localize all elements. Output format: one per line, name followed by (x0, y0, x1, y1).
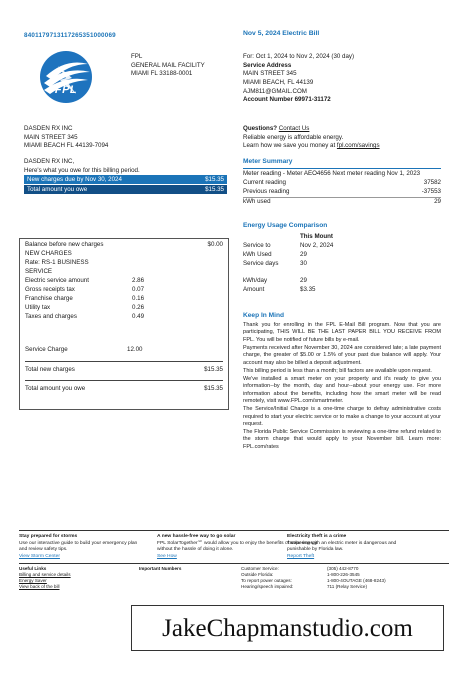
remit-address (131, 53, 205, 79)
meter-current-label: Current reading (243, 178, 286, 186)
total-new-value: $15.35 (204, 365, 223, 373)
usage-row-value: Nov 2, 2024 (300, 241, 334, 249)
keep-in-mind-title: Keep In Mind (243, 312, 285, 319)
theft-title: Electricity theft is a crime (287, 534, 347, 539)
keep-in-mind-paragraph: The Florida Public Service Commission is reviewing a one-time refund related to the storm charge that would apply to your November bill. Learn more: FPL.com/rates (243, 429, 441, 450)
usage-row-value: 30 (300, 259, 307, 267)
charge-item-row (25, 313, 223, 322)
meter-previous-label: Previous reading (243, 187, 290, 195)
balance-value: $0.00 (207, 241, 223, 248)
number-label: Hearing/speech impaired: (241, 584, 294, 590)
charge-item-row (25, 295, 223, 304)
total-owe-row (25, 385, 223, 394)
customer-street: MAIN STREET 345 (24, 133, 78, 141)
charge-item-row (25, 304, 223, 313)
usage-row (243, 286, 441, 295)
divider (25, 380, 223, 381)
charge-item-row (25, 286, 223, 295)
meter-kwh-label: kWh used (243, 197, 271, 205)
total-label: Total amount you owe (27, 186, 88, 194)
useful-link[interactable]: Billing and service details (19, 572, 71, 578)
questions-line1: Reliable energy is affordable energy. (243, 133, 344, 141)
customer-name: DASDEN RX INC (24, 125, 73, 132)
questions-line2-text: Learn how we save you money at (243, 142, 336, 150)
keep-in-mind-paragraph: The Service/Initial Charge is a one-time charge to defray administrative costs required to start your electric service or to make a change to your account at your request. (243, 406, 441, 428)
numbers-labels (241, 566, 327, 590)
see-how-link[interactable]: See How (157, 553, 177, 559)
meter-current-row (243, 179, 441, 188)
usage-row-label: Amount (243, 285, 265, 293)
summary-name: DASDEN RX INC, (24, 158, 75, 165)
total-bar (24, 185, 227, 194)
usage-row-label: kWh Used (243, 250, 272, 258)
account-barcode-number: 8401179713117265351000069 (24, 32, 116, 39)
service-address-label: Service Address (243, 61, 292, 69)
useful-links (19, 566, 139, 590)
meter-previous-value: -37553 (421, 187, 441, 195)
service-info (243, 53, 354, 105)
total-new-row (25, 366, 223, 375)
service-city: MIAMI BEACH, FL 44139 (243, 79, 314, 87)
usage-rows (243, 242, 441, 295)
charge-item-value: 0.26 (132, 303, 145, 311)
charges-box (19, 238, 229, 410)
charge-items (25, 277, 223, 322)
keep-in-mind-paragraph: Payments received after November 30, 2024 are considered late; a late payment charge, the greater of $5.00 or 1.5% of your past due balance will apply. Your account may also be billed a deposit adjustment. (243, 344, 441, 366)
storms-text: Use our interactive guide to build your emergency plan and review safety tips. (19, 540, 138, 553)
footer (19, 530, 449, 590)
storm-center-link[interactable]: View Storm Center (19, 553, 60, 559)
remit-line3: MIAMI FL 33188-0001 (131, 70, 193, 78)
total-new-label: Total new charges (25, 365, 75, 373)
usage-row-label: Service days (243, 259, 279, 267)
meter-previous-row (243, 188, 441, 197)
charge-item-value: 0.16 (132, 294, 145, 302)
service-charge-label: Service Charge (25, 345, 68, 353)
meter-summary-title: Meter Summary (243, 158, 293, 165)
usage-row-value: 29 (300, 276, 307, 284)
remit-line1: FPL (131, 53, 143, 60)
usage-row-value: $3.35 (300, 285, 316, 293)
important-numbers-title: Important Numbers (139, 566, 182, 572)
useful-links-title: Useful Links (19, 566, 47, 572)
meter-line: Meter reading - Meter AEO4656 Next meter reading Nov 1, 2023 (243, 168, 441, 179)
due-value: $15.35 (205, 176, 224, 184)
usage-row (243, 277, 441, 286)
balance-row (25, 241, 223, 250)
keep-in-mind-paragraph: Thank you for enrolling in the FPL E-Mail Bill program. Now that you are participating, THIS WILL BE THE LAST PAPER BILL YOU RECEIVE FROM FPL. You will be notified of future bills by e-mail. (243, 321, 441, 343)
usage-row-value: 29 (300, 250, 307, 258)
usage-row (243, 242, 441, 251)
total-owe-value: $15.35 (204, 384, 223, 392)
useful-link[interactable]: View back of the bill (19, 584, 60, 590)
questions-row (243, 125, 380, 134)
keep-in-mind-paragraph: This billing period is less than a month; bill factors are available upon request. (243, 367, 432, 374)
usage-row-label: kWh/day (243, 276, 268, 284)
balance-label: Balance before new charges (25, 241, 104, 248)
charge-item-value: 0.49 (132, 312, 145, 320)
service-email: AJM811@GMAIL.COM (243, 87, 307, 95)
useful-links-list (19, 572, 139, 590)
meter-current-value: 37582 (423, 178, 441, 186)
usage-col-header: This Mount (300, 232, 333, 240)
theft-text: Tampering with an electric meter is dangerous and punishable by Florida law. (287, 540, 397, 553)
new-charges-heading: NEW CHARGES (25, 249, 72, 257)
service-street: MAIN STREET 345 (243, 70, 297, 78)
total-owe-label: Total amount you owe (25, 384, 86, 392)
fpl-logo-text: FPL (54, 84, 78, 96)
number-value: 1-800-226-3545 (327, 572, 360, 578)
footer-theft (287, 534, 407, 560)
account-number-row (243, 96, 354, 105)
customer-city: MIAMI BEACH FL 44139-7094 (24, 142, 109, 150)
solar-title: A new hassle-free way to go solar (157, 534, 236, 539)
numbers-values (327, 566, 437, 590)
contact-us-link[interactable]: Contact Us (278, 125, 310, 132)
remit-line2: GENERAL MAIL FACILITY (131, 61, 205, 69)
due-bar (24, 175, 227, 184)
charge-item-label: Taxes and charges (25, 312, 77, 320)
usage-comparison (243, 222, 441, 295)
questions-block (243, 125, 380, 151)
keep-in-mind (243, 312, 441, 452)
number-value: (305) 442-8770 (327, 566, 359, 572)
service-charge-value: 12.00 (127, 345, 143, 353)
number-value: 1-800-4OUTAGE (468-8243) (327, 578, 386, 584)
fpl-logo (30, 50, 102, 104)
savings-link[interactable]: fpl.com/savings (336, 142, 380, 150)
bill-summary (24, 158, 227, 194)
account-number-label: Account Number (243, 96, 293, 104)
summary-intro: Here's what you owe for this billing period. (24, 166, 140, 174)
meter-summary (243, 158, 441, 207)
account-number: 69971-31172 (294, 96, 331, 104)
charge-item-row (25, 277, 223, 286)
footer-bottom (19, 563, 449, 590)
due-label: New charges due by Nov 30, 2024 (27, 176, 122, 184)
usage-row (243, 251, 441, 260)
keep-in-mind-paragraph: We've installed a smart meter on your property and it's ready to give you information--by the month, day and hour--about your energy use. For more information about the benefits, including how the smart meter will be read remotely, visit www.FPL.com/smartmeter. (243, 375, 441, 405)
billing-period: For: Oct 1, 2024 to Nov 2, 2024 (30 day) (243, 53, 355, 60)
usage-row (243, 269, 441, 277)
meter-kwh-value: 29 (434, 197, 441, 205)
solar-text: FPL SolarTogether℠ would allow you to enjoy the benefits of solar energy without the hassle of doing it alone. (157, 540, 318, 553)
bill-title: Nov 5, 2024 Electric Bill (243, 30, 320, 37)
watermark-box (131, 605, 444, 651)
storms-title: Stay prepared for storms (19, 534, 78, 539)
footer-storms (19, 534, 139, 560)
charge-item-value: 0.07 (132, 285, 145, 293)
charge-item-label: Electric service amount (25, 276, 89, 284)
number-label: Customer Service: (241, 566, 279, 572)
usage-row-label: Service to (243, 241, 271, 249)
questions-line2 (243, 142, 380, 151)
service-charge-row (25, 346, 223, 355)
meter-kwh-row (243, 197, 441, 207)
charge-item-label: Gross receipts tax (25, 285, 75, 293)
number-value: 711 (Relay Service) (327, 584, 367, 590)
number-label: Outside Florida: (241, 572, 274, 578)
watermark-text: JakeChapmanstudio.com (162, 614, 413, 642)
charge-item-value: 2.86 (132, 276, 145, 284)
usage-title: Energy Usage Comparison (243, 222, 328, 229)
usage-row (243, 260, 441, 269)
keep-in-mind-paragraphs (243, 322, 441, 451)
total-value: $15.35 (205, 186, 224, 194)
report-theft-link[interactable]: Report Theft (287, 553, 315, 559)
number-label: To report power outages: (241, 578, 292, 584)
questions-label: Questions? (243, 125, 278, 132)
usage-row-label (243, 269, 300, 277)
rate-line: Rate: RS-1 BUSINESS (25, 258, 89, 266)
useful-link[interactable]: Energy Saver (19, 578, 47, 584)
service-line: SERVICE (25, 267, 53, 275)
divider (25, 361, 223, 362)
footer-top (19, 531, 449, 560)
charge-item-label: Franchise charge (25, 294, 73, 302)
customer-address (24, 125, 108, 151)
charge-item-label: Utility tax (25, 303, 51, 311)
